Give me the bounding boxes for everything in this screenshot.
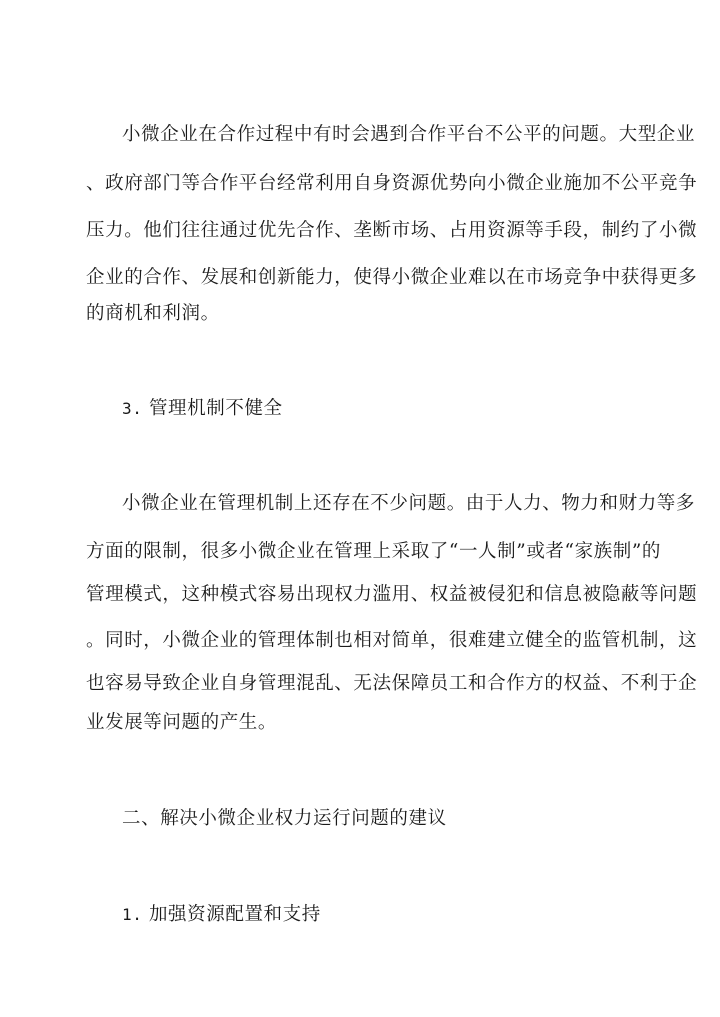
section-3-number: 3. bbox=[122, 399, 143, 418]
paragraph-1-line-5: 的商机和利润。 bbox=[86, 303, 220, 324]
paragraph-2-line-1: 小微企业在管理机制上还存在不少问题。由于人力、物力和财力等多 bbox=[122, 493, 696, 514]
section-1-title: 加强资源配置和支持 bbox=[148, 904, 321, 925]
paragraph-2-line-3: 管理模式，这种模式容易出现权力滥用、权益被侵犯和信息被隐蔽等问题 bbox=[86, 584, 698, 605]
paragraph-2-line-2: 方面的限制，很多小微企业在管理上采取了“一人制”或者“家族制”的 bbox=[86, 541, 662, 562]
section-1-number: 1. bbox=[122, 905, 143, 924]
paragraph-1-line-3: 压力。他们往往通过优先合作、垄断市场、占用资源等手段，制约了小微 bbox=[86, 220, 698, 241]
paragraph-1-line-4: 企业的合作、发展和创新能力，使得小微企业难以在市场竞争中获得更多 bbox=[86, 267, 698, 288]
section-1-heading bbox=[122, 903, 682, 927]
paragraph-1-line-1: 小微企业在合作过程中有时会遇到合作平台不公平的问题。大型企业 bbox=[122, 124, 696, 145]
paragraph-2-line-4: 。同时，小微企业的管理体制也相对简单，很难建立健全的监管机制，这 bbox=[86, 630, 698, 651]
paragraph-2-line-6: 业发展等问题的产生。 bbox=[86, 712, 278, 733]
paragraph-1-line-2: 、政府部门等合作平台经常利用自身资源优势向小微企业施加不公平竞争 bbox=[86, 173, 698, 194]
section-3-title: 管理机制不健全 bbox=[148, 398, 283, 419]
part-2-heading: 二、解决小微企业权力运行问题的建议 bbox=[122, 808, 447, 829]
section-3-heading bbox=[122, 397, 682, 421]
paragraph-2-line-5: 也容易导致企业自身管理混乱、无法保障员工和合作方的权益、不利于企 bbox=[86, 673, 698, 694]
